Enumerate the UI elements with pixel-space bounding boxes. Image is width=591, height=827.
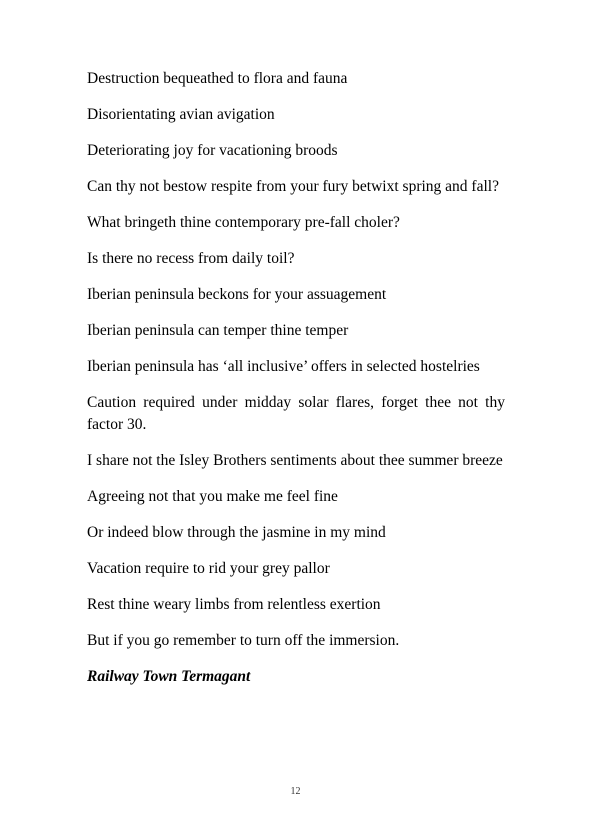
poem-line: But if you go remember to turn off the immersion.	[87, 632, 400, 649]
poem-line: I share not the Isley Brothers sentiments about thee summer breeze	[87, 452, 503, 469]
poem-line: Rest thine weary limbs from relentless exertion	[87, 596, 381, 613]
poem-line: What bringeth thine contemporary pre-fall choler?	[87, 214, 400, 231]
poem-line: Vacation require to rid your grey pallor	[87, 560, 330, 577]
poem-line: Deteriorating joy for vacationing broods	[87, 142, 338, 159]
poem-signature: Railway Town Termagant	[87, 668, 251, 685]
poem-line: Is there no recess from daily toil?	[87, 250, 295, 267]
poem-line: Caution required under midday solar flares, forget thee not thy factor 30.	[87, 394, 505, 433]
poem-line: Iberian peninsula beckons for your assuagement	[87, 286, 387, 303]
poem-line: Agreeing not that you make me feel fine	[87, 488, 338, 505]
page-number: 12	[290, 786, 301, 797]
poem-line: Disorientating avian avigation	[87, 106, 275, 123]
poem-line: Or indeed blow through the jasmine in my mind	[87, 524, 386, 541]
document-page	[87, 68, 505, 688]
poem-line: Can thy not bestow respite from your fury betwixt spring and fall?	[87, 178, 499, 195]
poem-line: Iberian peninsula has ‘all inclusive’ offers in selected hostelries	[87, 358, 480, 375]
poem-line: Iberian peninsula can temper thine temper	[87, 322, 349, 339]
poem-line: Destruction bequeathed to flora and fauna	[87, 70, 348, 87]
